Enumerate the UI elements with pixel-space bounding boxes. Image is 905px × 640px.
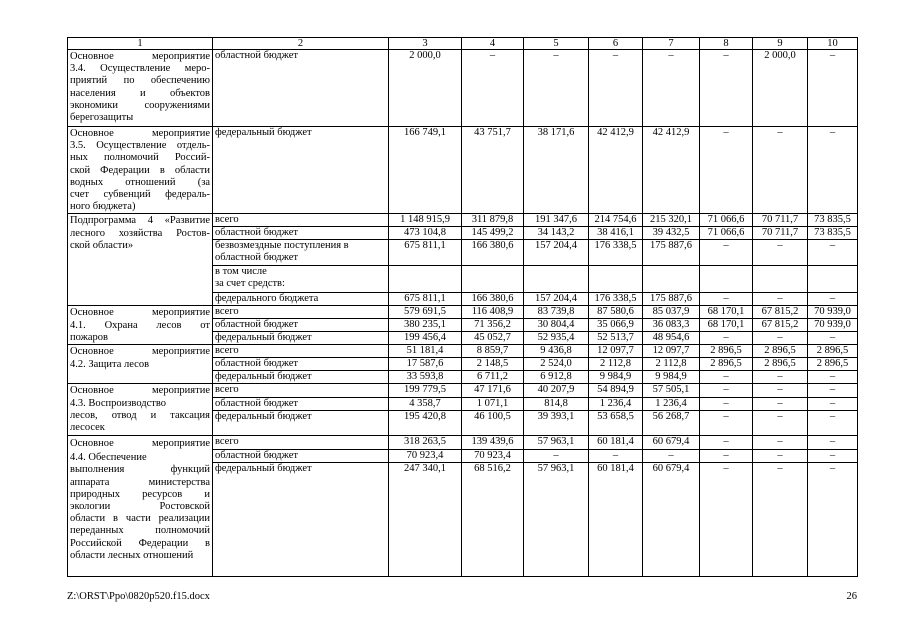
funding-source-cell [213,127,389,214]
source-line: за счет средств: [215,278,285,290]
title-line: Основное мероприятие [70,385,210,397]
title-line: ской Федерации в области [70,164,210,176]
header-cell: 9 [753,38,808,50]
value-cell: 116 408,9 [462,306,524,319]
source-line: всего [215,345,239,357]
value-cell: – [753,450,808,463]
value-cell: 12 097,7 [643,345,700,358]
title-line: лесного хозяйства Ростов- [70,227,210,239]
value-cell: 70 939,0 [808,319,858,332]
title-line: переданных полномочий [70,525,210,537]
value-cell [753,266,808,293]
value-cell: 73 835,5 [808,214,858,227]
value-cell: 60 181,4 [589,463,643,577]
value-cell [643,266,700,293]
value-cell: 36 083,3 [643,319,700,332]
value-cell: 2 112,8 [589,358,643,371]
value-cell: 43 751,7 [462,127,524,214]
value-cell: 166 749,1 [389,127,462,214]
measure-title-cell [68,436,213,577]
value-cell: – [808,332,858,345]
table-row [68,50,858,127]
value-cell: 675 811,1 [389,293,462,306]
value-cell: 2 000,0 [753,50,808,127]
value-cell: 176 338,5 [589,240,643,266]
value-cell: – [753,436,808,450]
table-row [68,436,858,450]
title-line: Основное мероприятие [70,438,210,450]
title-line: Основное мероприятие [70,346,210,358]
funding-source-cell [213,411,389,436]
value-cell: 42 412,9 [589,127,643,214]
funding-source-cell [213,436,389,450]
source-line: в том числе [215,266,267,278]
source-line: областной бюджет [215,450,298,462]
value-cell: 8 859,7 [462,345,524,358]
header-cell: 2 [213,38,389,50]
header-cell: 4 [462,38,524,50]
value-cell: 2 896,5 [753,358,808,371]
value-cell: – [700,436,753,450]
funding-source-cell [213,358,389,371]
measure-title-cell [68,306,213,345]
value-cell: 67 815,2 [753,306,808,319]
value-cell: 70 923,4 [462,450,524,463]
value-cell: 2 524,0 [524,358,589,371]
source-line: всего [215,436,239,448]
subprogram-title-cell [68,214,213,306]
value-cell: 1 071,1 [462,398,524,411]
funding-source-cell [213,345,389,358]
value-cell: 56 268,7 [643,411,700,436]
source-line: областной бюджет [215,358,298,370]
value-cell: 2 896,5 [700,345,753,358]
value-cell: 70 939,0 [808,306,858,319]
value-cell: 4 358,7 [389,398,462,411]
measure-title-cell [68,127,213,214]
value-cell: 175 887,6 [643,293,700,306]
title-line: пожаров [70,331,108,343]
footer-file-path: Z:\ORST\Ppo\0820p520.f15.docx [67,591,210,602]
value-cell [808,266,858,293]
title-line: населения и объектов [70,87,210,99]
value-cell: – [808,384,858,398]
funding-source-cell [213,214,389,227]
value-cell: 70 923,4 [389,450,462,463]
value-cell: – [753,293,808,306]
value-cell: – [753,371,808,384]
value-cell: – [753,332,808,345]
funding-source-cell [213,266,389,293]
value-cell: – [808,436,858,450]
table-row [68,214,858,227]
value-cell: 6 912,8 [524,371,589,384]
value-cell: 70 711,7 [753,227,808,240]
value-cell: 45 052,7 [462,332,524,345]
source-line: федеральный бюджет [215,411,312,423]
value-cell: 38 171,6 [524,127,589,214]
value-cell: – [753,240,808,266]
value-cell: 33 593,8 [389,371,462,384]
value-cell: 1 148 915,9 [389,214,462,227]
value-cell: – [700,127,753,214]
title-line: берегозащиты [70,112,134,124]
value-cell: 247 340,1 [389,463,462,577]
value-cell: 9 984,9 [589,371,643,384]
value-cell: – [753,463,808,577]
value-cell: 71 356,2 [462,319,524,332]
value-cell: 814,8 [524,398,589,411]
value-cell: 54 894,9 [589,384,643,398]
value-cell [462,266,524,293]
source-line: всего [215,306,239,318]
value-cell: 199 456,4 [389,332,462,345]
value-cell: 191 347,6 [524,214,589,227]
value-cell: – [700,240,753,266]
title-line: экономики сооружениями [70,99,210,111]
title-line: природных ресурсов и [70,488,210,500]
value-cell: 195 420,8 [389,411,462,436]
value-cell: 42 412,9 [643,127,700,214]
value-cell: 30 804,4 [524,319,589,332]
value-cell: 85 037,9 [643,306,700,319]
value-cell: – [808,50,858,127]
value-cell: – [808,411,858,436]
value-cell: 68 170,1 [700,319,753,332]
source-line: федерального бюджета [215,293,319,305]
value-cell: 87 580,6 [589,306,643,319]
value-cell: 68 516,2 [462,463,524,577]
title-line: водных отношений (за [70,176,210,188]
header-cell: 10 [808,38,858,50]
value-cell: 40 207,9 [524,384,589,398]
title-line: приятий по обеспечению [70,75,210,87]
value-cell: 46 100,5 [462,411,524,436]
source-line: областной бюджет [215,252,298,264]
value-cell: 199 779,5 [389,384,462,398]
title-line: счет субвенций федераль- [70,189,210,201]
title-line: лесосек [70,422,105,434]
value-cell: – [753,127,808,214]
value-cell: 57 505,1 [643,384,700,398]
title-line: области лесных отношений [70,549,194,561]
value-cell: – [589,50,643,127]
header-cell: 7 [643,38,700,50]
value-cell: 166 380,6 [462,240,524,266]
value-cell: 1 236,4 [643,398,700,411]
value-cell: 52 935,4 [524,332,589,345]
title-line: ных полномочий Россий- [70,152,210,164]
value-cell: – [700,411,753,436]
header-cell: 5 [524,38,589,50]
table-row [68,306,858,319]
title-line: 4.3. Воспроизводство [70,397,166,409]
value-cell: 53 658,5 [589,411,643,436]
funding-source-cell [213,398,389,411]
page-number: 26 [846,591,857,602]
funding-source-cell [213,240,389,266]
title-line: 3.5. Осуществление отдель- [70,140,210,152]
value-cell: – [700,384,753,398]
value-cell: – [808,463,858,577]
title-line: Российской Федерации в [70,537,210,549]
value-cell: – [524,450,589,463]
value-cell: 214 754,6 [589,214,643,227]
funding-source-cell [213,371,389,384]
title-line: ного бюджета) [70,201,136,213]
value-cell: – [524,50,589,127]
title-line: ской области» [70,239,134,251]
source-line: безвозмездные поступления в [215,240,349,252]
value-cell: 2 112,8 [643,358,700,371]
value-cell: 473 104,8 [389,227,462,240]
value-cell: – [700,398,753,411]
value-cell: 157 204,4 [524,240,589,266]
value-cell: – [753,398,808,411]
source-line: федеральный бюджет [215,371,312,383]
value-cell: 51 181,4 [389,345,462,358]
title-line: области в части реализации [70,513,210,525]
value-cell: 9 436,8 [524,345,589,358]
funding-source-cell [213,319,389,332]
source-line: федеральный бюджет [215,463,312,475]
funding-source-cell [213,227,389,240]
source-line: областной бюджет [215,398,298,410]
value-cell: 35 066,9 [589,319,643,332]
value-cell: 83 739,8 [524,306,589,319]
value-cell: 60 679,4 [643,463,700,577]
value-cell: – [808,293,858,306]
value-cell: – [753,411,808,436]
value-cell: 52 513,7 [589,332,643,345]
funding-source-cell [213,463,389,577]
value-cell: 71 066,6 [700,227,753,240]
value-cell: 2 896,5 [700,358,753,371]
value-cell: 34 143,2 [524,227,589,240]
table-row [68,384,858,398]
funding-source-cell [213,384,389,398]
title-line: Основное мероприятие [70,51,210,62]
value-cell: 47 171,6 [462,384,524,398]
header-row [68,38,858,50]
funding-source-cell [213,450,389,463]
source-line: всего [215,214,239,226]
source-line: областной бюджет [215,50,298,61]
value-cell: 166 380,6 [462,293,524,306]
value-cell: – [700,50,753,127]
funding-source-cell [213,306,389,319]
value-cell: 675 811,1 [389,240,462,266]
title-line: Подпрограмма 4 «Развитие [70,215,210,227]
title-line: 4.2. Защита лесов [70,358,150,370]
value-cell [524,266,589,293]
value-cell: 579 691,5 [389,306,462,319]
value-cell: 139 439,6 [462,436,524,450]
value-cell: 73 835,5 [808,227,858,240]
value-cell: 157 204,4 [524,293,589,306]
value-cell: 57 963,1 [524,463,589,577]
title-line: Основное мероприятие [70,128,210,139]
value-cell [389,266,462,293]
title-line: лесов, отвод и таксация [70,409,210,421]
value-cell: – [700,293,753,306]
value-cell: – [808,240,858,266]
header-cell: 1 [68,38,213,50]
value-cell: 176 338,5 [589,293,643,306]
value-cell: 6 711,2 [462,371,524,384]
value-cell: – [700,450,753,463]
title-line: аппарата министерства [70,476,210,488]
value-cell: – [700,463,753,577]
value-cell: 2 896,5 [808,358,858,371]
value-cell: 60 181,4 [589,436,643,450]
value-cell: 2 000,0 [389,50,462,127]
value-cell: 48 954,6 [643,332,700,345]
source-line: федеральный бюджет [215,332,312,344]
funding-source-cell [213,50,389,127]
value-cell: – [700,371,753,384]
table-row [68,127,858,214]
value-cell: 2 896,5 [808,345,858,358]
value-cell: 67 815,2 [753,319,808,332]
value-cell: 39 432,5 [643,227,700,240]
value-cell: – [700,332,753,345]
value-cell: 60 679,4 [643,436,700,450]
value-cell: 318 263,5 [389,436,462,450]
value-cell: 39 393,1 [524,411,589,436]
value-cell: 311 879,8 [462,214,524,227]
value-cell: 68 170,1 [700,306,753,319]
value-cell: 12 097,7 [589,345,643,358]
title-line: 3.4. Осуществление меро- [70,63,210,75]
value-cell: 175 887,6 [643,240,700,266]
value-cell: 2 896,5 [753,345,808,358]
source-line: всего [215,384,239,396]
value-cell: 57 963,1 [524,436,589,450]
value-cell: 380 235,1 [389,319,462,332]
value-cell: 70 711,7 [753,214,808,227]
measure-title-cell [68,50,213,127]
value-cell: – [643,450,700,463]
budget-table [67,37,858,577]
title-line: 4.1. Охрана лесов от [70,319,210,331]
value-cell: – [808,371,858,384]
value-cell: – [643,50,700,127]
value-cell: 71 066,6 [700,214,753,227]
title-line: Основное мероприятие [70,307,210,319]
funding-source-cell [213,293,389,306]
source-line: областной бюджет [215,227,298,239]
value-cell: 2 148,5 [462,358,524,371]
header-cell: 3 [389,38,462,50]
source-line: областной бюджет [215,319,298,331]
value-cell: 145 499,2 [462,227,524,240]
value-cell: – [808,127,858,214]
value-cell: – [589,450,643,463]
measure-title-cell [68,345,213,384]
value-cell: 215 320,1 [643,214,700,227]
value-cell [589,266,643,293]
value-cell: 9 984,9 [643,371,700,384]
header-cell: 6 [589,38,643,50]
table-row [68,345,858,358]
source-line: федеральный бюджет [215,127,312,138]
header-cell: 8 [700,38,753,50]
value-cell: 38 416,1 [589,227,643,240]
value-cell: 17 587,6 [389,358,462,371]
value-cell [700,266,753,293]
funding-source-cell [213,332,389,345]
measure-title-cell [68,384,213,436]
value-cell: – [808,450,858,463]
title-line: выполнения функций [70,464,210,476]
value-cell: 1 236,4 [589,398,643,411]
value-cell: – [808,398,858,411]
value-cell: – [462,50,524,127]
value-cell: – [753,384,808,398]
title-line: 4.4. Обеспечение [70,451,147,463]
title-line: экологии Ростовской [70,501,210,513]
